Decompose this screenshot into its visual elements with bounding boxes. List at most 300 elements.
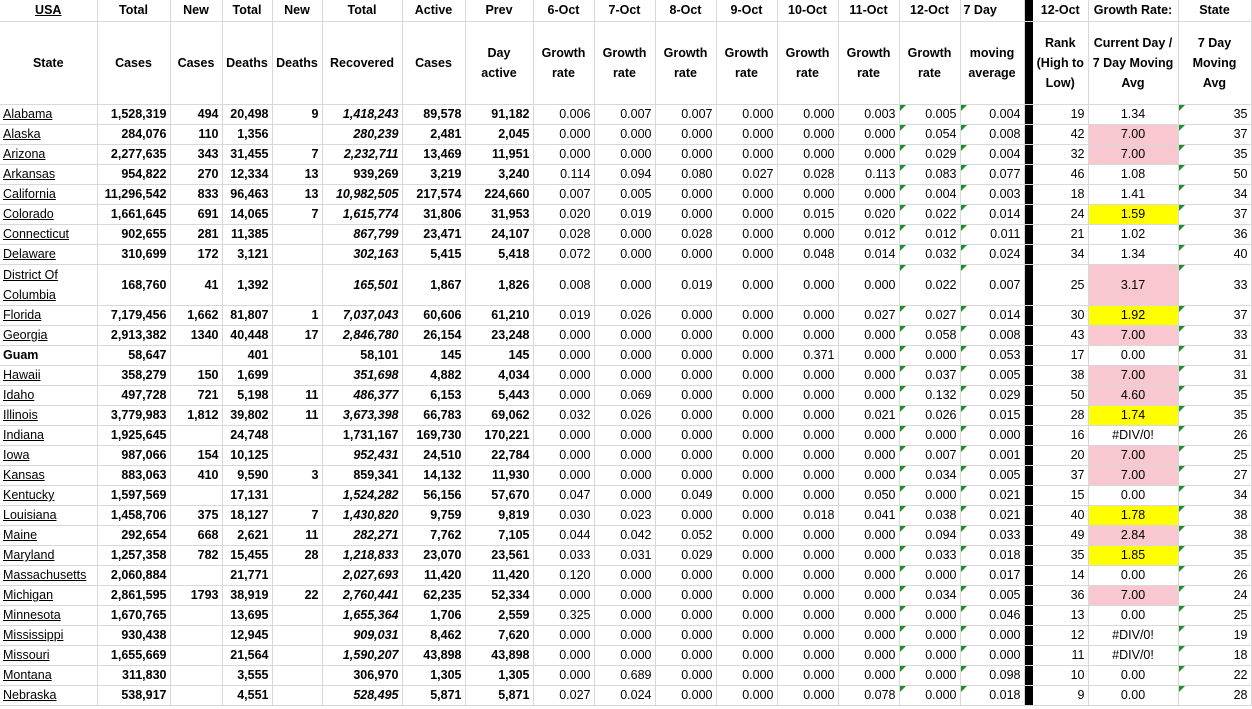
header-cell[interactable]: Cases [97,22,170,105]
cell-g12[interactable]: 0.000 [899,486,960,506]
cell-recovered[interactable]: 306,970 [322,666,402,686]
cell-rank[interactable]: 17 [1033,346,1088,366]
cell-cases[interactable]: 2,277,635 [97,145,170,165]
cell-avg7[interactable]: 37 [1178,205,1251,225]
cell-g10[interactable]: 0.000 [777,666,838,686]
cell-g12[interactable]: 0.000 [899,626,960,646]
cell-recovered[interactable]: 2,027,693 [322,566,402,586]
cell-new_cases[interactable]: 1793 [170,586,222,606]
cell-active[interactable]: 60,606 [402,306,465,326]
cell-new_deaths[interactable] [272,606,322,626]
cell-g6[interactable]: 0.000 [533,125,594,145]
cell-mavg[interactable]: 0.000 [960,646,1024,666]
cell-new_deaths[interactable]: 11 [272,526,322,546]
cell-new_cases[interactable]: 343 [170,145,222,165]
cell-g12[interactable]: 0.022 [899,265,960,306]
cell-g10[interactable]: 0.000 [777,566,838,586]
cell-new_cases[interactable]: 270 [170,165,222,185]
header-cell[interactable]: Deaths [272,22,322,105]
cell-g8[interactable]: 0.000 [655,205,716,225]
cell-cur[interactable]: 7.00 [1088,586,1178,606]
cell-new_cases[interactable] [170,346,222,366]
cell-g7[interactable]: 0.000 [594,265,655,306]
cell-prev[interactable]: 2,045 [465,125,533,145]
cell-g8[interactable]: 0.000 [655,406,716,426]
cell-g12[interactable]: 0.022 [899,205,960,225]
cell-g11[interactable]: 0.000 [838,466,899,486]
cell-g11[interactable]: 0.041 [838,506,899,526]
cell-deaths[interactable]: 15,455 [222,546,272,566]
cell-rank[interactable]: 25 [1033,265,1088,306]
cell-deaths[interactable]: 11,385 [222,225,272,245]
cell-new_cases[interactable]: 410 [170,466,222,486]
cell-rank[interactable]: 38 [1033,366,1088,386]
cell-cur[interactable]: 7.00 [1088,125,1178,145]
cell-recovered[interactable]: 1,655,364 [322,606,402,626]
cell-prev[interactable]: 22,784 [465,446,533,466]
cell-mavg[interactable]: 0.003 [960,185,1024,205]
cell-g7[interactable]: 0.000 [594,225,655,245]
cell-active[interactable]: 62,235 [402,586,465,606]
cell-g6[interactable]: 0.325 [533,606,594,626]
cell-cur[interactable]: 0.00 [1088,486,1178,506]
cell-new_cases[interactable]: 1,662 [170,306,222,326]
cell-g8[interactable]: 0.000 [655,566,716,586]
cell-rank[interactable]: 42 [1033,125,1088,145]
cell-g10[interactable]: 0.000 [777,326,838,346]
cell-deaths[interactable]: 12,945 [222,626,272,646]
cell-g8[interactable]: 0.000 [655,686,716,706]
cell-rank[interactable]: 37 [1033,466,1088,486]
cell-g8[interactable]: 0.000 [655,245,716,265]
cell-g10[interactable]: 0.000 [777,426,838,446]
cell-cur[interactable]: 0.00 [1088,606,1178,626]
cell-g7[interactable]: 0.019 [594,205,655,225]
cell-deaths[interactable]: 1,699 [222,366,272,386]
cell-cur[interactable]: 3.17 [1088,265,1178,306]
header-cell[interactable]: Growth Rate: [1088,0,1178,22]
cell-avg7[interactable]: 37 [1178,125,1251,145]
cell-g9[interactable]: 0.027 [716,165,777,185]
header-cell[interactable]: Rank (High to Low) [1033,22,1088,105]
state-link[interactable]: Montana [0,666,97,686]
cell-g12[interactable]: 0.007 [899,446,960,466]
cell-deaths[interactable]: 1,392 [222,265,272,306]
cell-active[interactable]: 5,415 [402,245,465,265]
cell-rank[interactable]: 11 [1033,646,1088,666]
cell-g11[interactable]: 0.050 [838,486,899,506]
header-cell[interactable]: Growth rate [899,22,960,105]
cell-cases[interactable]: 2,913,382 [97,326,170,346]
cell-g10[interactable]: 0.028 [777,165,838,185]
cell-new_deaths[interactable]: 13 [272,185,322,205]
cell-g8[interactable]: 0.000 [655,306,716,326]
cell-cases[interactable]: 311,830 [97,666,170,686]
cell-cases[interactable]: 954,822 [97,165,170,185]
cell-avg7[interactable]: 31 [1178,346,1251,366]
state-link[interactable]: Kansas [0,466,97,486]
cell-g10[interactable]: 0.371 [777,346,838,366]
cell-g8[interactable]: 0.000 [655,606,716,626]
cell-mavg[interactable]: 0.017 [960,566,1024,586]
cell-new_deaths[interactable]: 7 [272,145,322,165]
header-cell[interactable]: 8-Oct [655,0,716,22]
state-link[interactable]: Iowa [0,446,97,466]
cell-prev[interactable]: 9,819 [465,506,533,526]
cell-cases[interactable]: 930,438 [97,626,170,646]
header-cell[interactable]: State [1178,0,1251,22]
cell-g7[interactable]: 0.042 [594,526,655,546]
cell-g12[interactable]: 0.027 [899,306,960,326]
cell-new_cases[interactable]: 668 [170,526,222,546]
cell-g6[interactable]: 0.047 [533,486,594,506]
cell-cur[interactable]: 1.34 [1088,245,1178,265]
cell-g9[interactable]: 0.000 [716,506,777,526]
cell-recovered[interactable]: 1,524,282 [322,486,402,506]
cell-g7[interactable]: 0.005 [594,185,655,205]
cell-prev[interactable]: 7,105 [465,526,533,546]
cell-new_deaths[interactable] [272,566,322,586]
cell-g6[interactable]: 0.000 [533,466,594,486]
header-cell[interactable]: 12-Oct [1033,0,1088,22]
cell-recovered[interactable]: 302,163 [322,245,402,265]
cell-deaths[interactable]: 13,695 [222,606,272,626]
cell-g6[interactable]: 0.007 [533,185,594,205]
cell-g7[interactable]: 0.000 [594,125,655,145]
cell-g10[interactable]: 0.018 [777,506,838,526]
header-cell[interactable]: State [0,22,97,105]
cell-cur[interactable]: 1.59 [1088,205,1178,225]
cell-g8[interactable]: 0.028 [655,225,716,245]
cell-g11[interactable]: 0.000 [838,145,899,165]
cell-prev[interactable]: 11,951 [465,145,533,165]
cell-g12[interactable]: 0.000 [899,606,960,626]
cell-prev[interactable]: 4,034 [465,366,533,386]
state-link[interactable]: Illinois [0,406,97,426]
cell-g9[interactable]: 0.000 [716,686,777,706]
cell-cur[interactable]: 1.74 [1088,406,1178,426]
cell-recovered[interactable]: 1,590,207 [322,646,402,666]
cell-recovered[interactable]: 10,982,505 [322,185,402,205]
cell-avg7[interactable]: 35 [1178,105,1251,125]
cell-cases[interactable]: 497,728 [97,386,170,406]
cell-g10[interactable]: 0.000 [777,125,838,145]
cell-mavg[interactable]: 0.021 [960,506,1024,526]
cell-cur[interactable]: 7.00 [1088,466,1178,486]
cell-g10[interactable]: 0.000 [777,686,838,706]
header-cell[interactable]: 7 Day [960,0,1024,22]
cell-g7[interactable]: 0.026 [594,306,655,326]
cell-new_cases[interactable]: 1,812 [170,406,222,426]
cell-cases[interactable]: 310,699 [97,245,170,265]
cell-avg7[interactable]: 28 [1178,686,1251,706]
cell-avg7[interactable]: 38 [1178,506,1251,526]
cell-recovered[interactable]: 867,799 [322,225,402,245]
cell-mavg[interactable]: 0.005 [960,466,1024,486]
cell-prev[interactable]: 11,930 [465,466,533,486]
cell-new_cases[interactable]: 494 [170,105,222,125]
cell-g8[interactable]: 0.019 [655,265,716,306]
cell-new_cases[interactable] [170,686,222,706]
cell-avg7[interactable]: 18 [1178,646,1251,666]
cell-g8[interactable]: 0.049 [655,486,716,506]
state-link[interactable]: Massachusetts [0,566,97,586]
cell-g9[interactable]: 0.000 [716,526,777,546]
cell-g12[interactable]: 0.000 [899,666,960,686]
state-link[interactable]: Louisiana [0,506,97,526]
cell-g8[interactable]: 0.000 [655,426,716,446]
cell-recovered[interactable]: 2,232,711 [322,145,402,165]
cell-deaths[interactable]: 21,564 [222,646,272,666]
cell-g9[interactable]: 0.000 [716,245,777,265]
cell-g10[interactable]: 0.000 [777,386,838,406]
cell-avg7[interactable]: 25 [1178,606,1251,626]
cell-g9[interactable]: 0.000 [716,326,777,346]
cell-avg7[interactable]: 35 [1178,386,1251,406]
state-link[interactable]: Indiana [0,426,97,446]
cell-g10[interactable]: 0.015 [777,205,838,225]
cell-cases[interactable]: 1,655,669 [97,646,170,666]
cell-mavg[interactable]: 0.077 [960,165,1024,185]
cell-avg7[interactable]: 34 [1178,486,1251,506]
cell-g8[interactable]: 0.029 [655,546,716,566]
cell-active[interactable]: 1,305 [402,666,465,686]
cell-cur[interactable]: 0.00 [1088,666,1178,686]
cell-deaths[interactable]: 3,555 [222,666,272,686]
cell-new_deaths[interactable]: 11 [272,406,322,426]
cell-active[interactable]: 5,871 [402,686,465,706]
state-link[interactable]: Minnesota [0,606,97,626]
cell-cur[interactable]: 0.00 [1088,566,1178,586]
cell-new_deaths[interactable] [272,265,322,306]
cell-cur[interactable]: 2.84 [1088,526,1178,546]
cell-g9[interactable]: 0.000 [716,586,777,606]
cell-g6[interactable]: 0.030 [533,506,594,526]
state-link[interactable]: Hawaii [0,366,97,386]
cell-rank[interactable]: 24 [1033,205,1088,225]
cell-g11[interactable]: 0.000 [838,606,899,626]
cell-rank[interactable]: 49 [1033,526,1088,546]
cell-cur[interactable]: #DIV/0! [1088,426,1178,446]
cell-mavg[interactable]: 0.011 [960,225,1024,245]
cell-active[interactable]: 23,471 [402,225,465,245]
cell-g8[interactable]: 0.000 [655,586,716,606]
cell-new_deaths[interactable] [272,646,322,666]
cell-g9[interactable]: 0.000 [716,626,777,646]
cell-g11[interactable]: 0.000 [838,546,899,566]
cell-mavg[interactable]: 0.005 [960,586,1024,606]
cell-active[interactable]: 169,730 [402,426,465,446]
cell-mavg[interactable]: 0.000 [960,626,1024,646]
header-cell[interactable]: New [272,0,322,22]
state-link[interactable]: Idaho [0,386,97,406]
cell-new_deaths[interactable]: 28 [272,546,322,566]
cell-recovered[interactable]: 280,239 [322,125,402,145]
header-cell[interactable]: Growth rate [838,22,899,105]
cell-g7[interactable]: 0.024 [594,686,655,706]
cell-cases[interactable]: 11,296,542 [97,185,170,205]
cell-g7[interactable]: 0.000 [594,486,655,506]
cell-mavg[interactable]: 0.014 [960,306,1024,326]
cell-g11[interactable]: 0.021 [838,406,899,426]
cell-g12[interactable]: 0.000 [899,646,960,666]
cell-g8[interactable]: 0.000 [655,466,716,486]
cell-avg7[interactable]: 33 [1178,265,1251,306]
cell-recovered[interactable]: 1,218,833 [322,546,402,566]
header-cell[interactable]: Growth rate [594,22,655,105]
cell-active[interactable]: 3,219 [402,165,465,185]
cell-g6[interactable]: 0.008 [533,265,594,306]
cell-g9[interactable]: 0.000 [716,406,777,426]
header-cell[interactable]: Cases [170,22,222,105]
cell-avg7[interactable]: 33 [1178,326,1251,346]
cell-cur[interactable]: 1.85 [1088,546,1178,566]
cell-active[interactable]: 11,420 [402,566,465,586]
cell-new_deaths[interactable]: 13 [272,165,322,185]
cell-cases[interactable]: 1,670,765 [97,606,170,626]
cell-g11[interactable]: 0.000 [838,265,899,306]
cell-g8[interactable]: 0.007 [655,105,716,125]
cell-new_deaths[interactable] [272,125,322,145]
header-cell[interactable]: Deaths [222,22,272,105]
header-cell[interactable]: Growth rate [655,22,716,105]
cell-cur[interactable]: 1.34 [1088,105,1178,125]
cell-prev[interactable]: 91,182 [465,105,533,125]
cell-g9[interactable]: 0.000 [716,346,777,366]
cell-rank[interactable]: 15 [1033,486,1088,506]
cell-g6[interactable]: 0.044 [533,526,594,546]
cell-g9[interactable]: 0.000 [716,606,777,626]
cell-g11[interactable]: 0.000 [838,326,899,346]
cell-g7[interactable]: 0.069 [594,386,655,406]
cell-g10[interactable]: 0.000 [777,185,838,205]
cell-g8[interactable]: 0.000 [655,185,716,205]
cell-new_deaths[interactable]: 11 [272,386,322,406]
cell-new_cases[interactable]: 150 [170,366,222,386]
cell-recovered[interactable]: 282,271 [322,526,402,546]
cell-g11[interactable]: 0.000 [838,666,899,686]
cell-deaths[interactable]: 401 [222,346,272,366]
cell-avg7[interactable]: 22 [1178,666,1251,686]
cell-new_cases[interactable] [170,426,222,446]
cell-g6[interactable]: 0.028 [533,225,594,245]
cell-cases[interactable]: 58,647 [97,346,170,366]
header-cell[interactable]: Day active [465,22,533,105]
cell-prev[interactable]: 2,559 [465,606,533,626]
cell-prev[interactable]: 61,210 [465,306,533,326]
cell-g8[interactable]: 0.000 [655,446,716,466]
cell-deaths[interactable]: 31,455 [222,145,272,165]
cell-mavg[interactable]: 0.018 [960,686,1024,706]
cell-new_cases[interactable]: 833 [170,185,222,205]
cell-rank[interactable]: 34 [1033,245,1088,265]
cell-g10[interactable]: 0.000 [777,306,838,326]
cell-active[interactable]: 24,510 [402,446,465,466]
state-link[interactable]: Colorado [0,205,97,225]
cell-active[interactable]: 1,706 [402,606,465,626]
cell-g6[interactable]: 0.000 [533,366,594,386]
cell-rank[interactable]: 13 [1033,606,1088,626]
state-link[interactable]: Kentucky [0,486,97,506]
cell-g10[interactable]: 0.000 [777,626,838,646]
cell-cases[interactable]: 1,925,645 [97,426,170,446]
cell-avg7[interactable]: 50 [1178,165,1251,185]
cell-mavg[interactable]: 0.098 [960,666,1024,686]
cell-g12[interactable]: 0.000 [899,346,960,366]
cell-rank[interactable]: 19 [1033,105,1088,125]
cell-new_deaths[interactable] [272,426,322,446]
cell-deaths[interactable]: 4,551 [222,686,272,706]
cell-avg7[interactable]: 31 [1178,366,1251,386]
cell-avg7[interactable]: 26 [1178,566,1251,586]
cell-g10[interactable]: 0.000 [777,526,838,546]
cell-g10[interactable]: 0.000 [777,606,838,626]
header-cell[interactable]: 7 Day Moving Avg [1178,22,1251,105]
cell-g11[interactable]: 0.000 [838,366,899,386]
cell-g9[interactable]: 0.000 [716,446,777,466]
cell-active[interactable]: 6,153 [402,386,465,406]
cell-g7[interactable]: 0.000 [594,426,655,446]
cell-g7[interactable]: 0.000 [594,366,655,386]
cell-cur[interactable]: 1.78 [1088,506,1178,526]
cell-new_deaths[interactable]: 7 [272,506,322,526]
header-cell[interactable]: 11-Oct [838,0,899,22]
cell-avg7[interactable]: 35 [1178,406,1251,426]
cell-cur[interactable]: 0.00 [1088,686,1178,706]
cell-g8[interactable]: 0.000 [655,125,716,145]
cell-g7[interactable]: 0.007 [594,105,655,125]
cell-g8[interactable]: 0.000 [655,366,716,386]
cell-new_deaths[interactable] [272,486,322,506]
cell-g8[interactable]: 0.000 [655,386,716,406]
cell-g9[interactable]: 0.000 [716,205,777,225]
cell-rank[interactable]: 18 [1033,185,1088,205]
cell-g12[interactable]: 0.037 [899,366,960,386]
header-cell[interactable]: Total [222,0,272,22]
cell-new_cases[interactable]: 1340 [170,326,222,346]
cell-new_deaths[interactable] [272,245,322,265]
cell-active[interactable]: 14,132 [402,466,465,486]
cell-deaths[interactable]: 17,131 [222,486,272,506]
cell-recovered[interactable]: 1,418,243 [322,105,402,125]
cell-mavg[interactable]: 0.033 [960,526,1024,546]
cell-mavg[interactable]: 0.005 [960,366,1024,386]
cell-cases[interactable]: 292,654 [97,526,170,546]
cell-g6[interactable]: 0.000 [533,386,594,406]
state-link[interactable]: Connecticut [0,225,97,245]
cell-mavg[interactable]: 0.001 [960,446,1024,466]
cell-g9[interactable]: 0.000 [716,486,777,506]
cell-prev[interactable]: 1,826 [465,265,533,306]
cell-cur[interactable]: 7.00 [1088,446,1178,466]
cell-rank[interactable]: 9 [1033,686,1088,706]
cell-active[interactable]: 8,462 [402,626,465,646]
cell-active[interactable]: 9,759 [402,506,465,526]
cell-prev[interactable]: 7,620 [465,626,533,646]
cell-recovered[interactable]: 2,760,441 [322,586,402,606]
cell-g12[interactable]: 0.034 [899,586,960,606]
cell-g10[interactable]: 0.000 [777,586,838,606]
cell-rank[interactable]: 10 [1033,666,1088,686]
cell-new_deaths[interactable] [272,366,322,386]
cell-recovered[interactable]: 486,377 [322,386,402,406]
cell-g11[interactable]: 0.000 [838,185,899,205]
cell-g6[interactable]: 0.000 [533,426,594,446]
cell-cases[interactable]: 3,779,983 [97,406,170,426]
cell-g9[interactable]: 0.000 [716,666,777,686]
cell-prev[interactable]: 57,670 [465,486,533,506]
cell-prev[interactable]: 11,420 [465,566,533,586]
